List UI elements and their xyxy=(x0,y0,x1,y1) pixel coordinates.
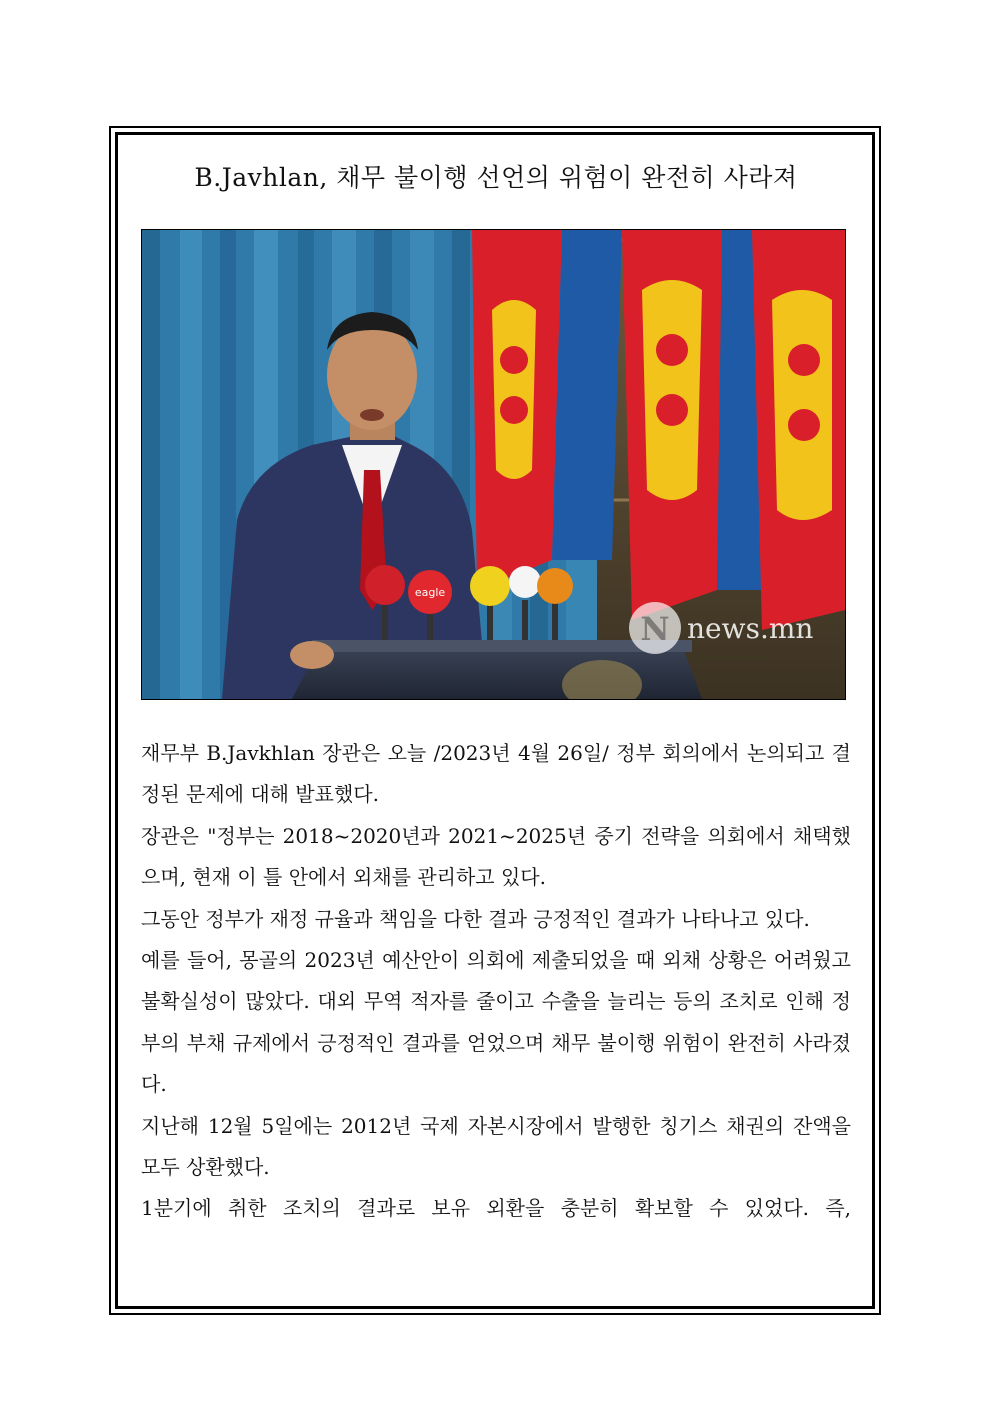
paragraph-3: 그동안 정부가 재정 규율과 책임을 다한 결과 긍정적인 결과가 나타나고 있다. xyxy=(141,906,810,931)
paragraph-6: 1분기에 취한 조치의 결과로 보유 외환을 충분히 확보할 수 있었다. 즉, xyxy=(141,1196,851,1221)
paragraph-4: 예를 들어, 몽골의 2023년 예산안이 의회에 제출되었을 때 외채 상황은 어려웠고 불확실성이 많았다. 대외 무역 적자를 줄이고 수출을 늘리는 등의 조치로 인해 정부의 부채 규제에서 긍정적인 결과를 얻었으며 채무 불이행 위험이 완전히 사라졌다. xyxy=(141,948,851,1097)
article-body xyxy=(141,733,851,1230)
paragraph-2: 장관은 "정부는 2018~2020년과 2021~2025년 중기 전략을 의회에서 채택했으며, 현재 이 틀 안에서 외채를 관리하고 있다. xyxy=(141,823,851,890)
article-photo xyxy=(141,229,846,700)
mic-label: eagle xyxy=(414,586,446,599)
mongolian-flag-2 xyxy=(622,230,767,620)
mongolian-flag-1 xyxy=(472,230,622,590)
mongolian-flag-3 xyxy=(752,230,845,630)
watermark-letter: N xyxy=(640,610,670,648)
paragraph-1: 재무부 B.Javkhlan 장관은 오늘 /2023년 4월 26일/ 정부 회의에서 논의되고 결정된 문제에 대해 발표했다. xyxy=(141,741,851,807)
article-title: B.Javhlan, 채무 불이행 선언의 위험이 완전히 사라져 xyxy=(194,163,798,192)
watermark-brand: news.mn xyxy=(687,612,814,645)
paragraph-5: 지난해 12월 5일에는 2012년 국제 자본시장에서 발행한 칭기스 채권의 잔액을 모두 상환했다. xyxy=(141,1113,851,1180)
